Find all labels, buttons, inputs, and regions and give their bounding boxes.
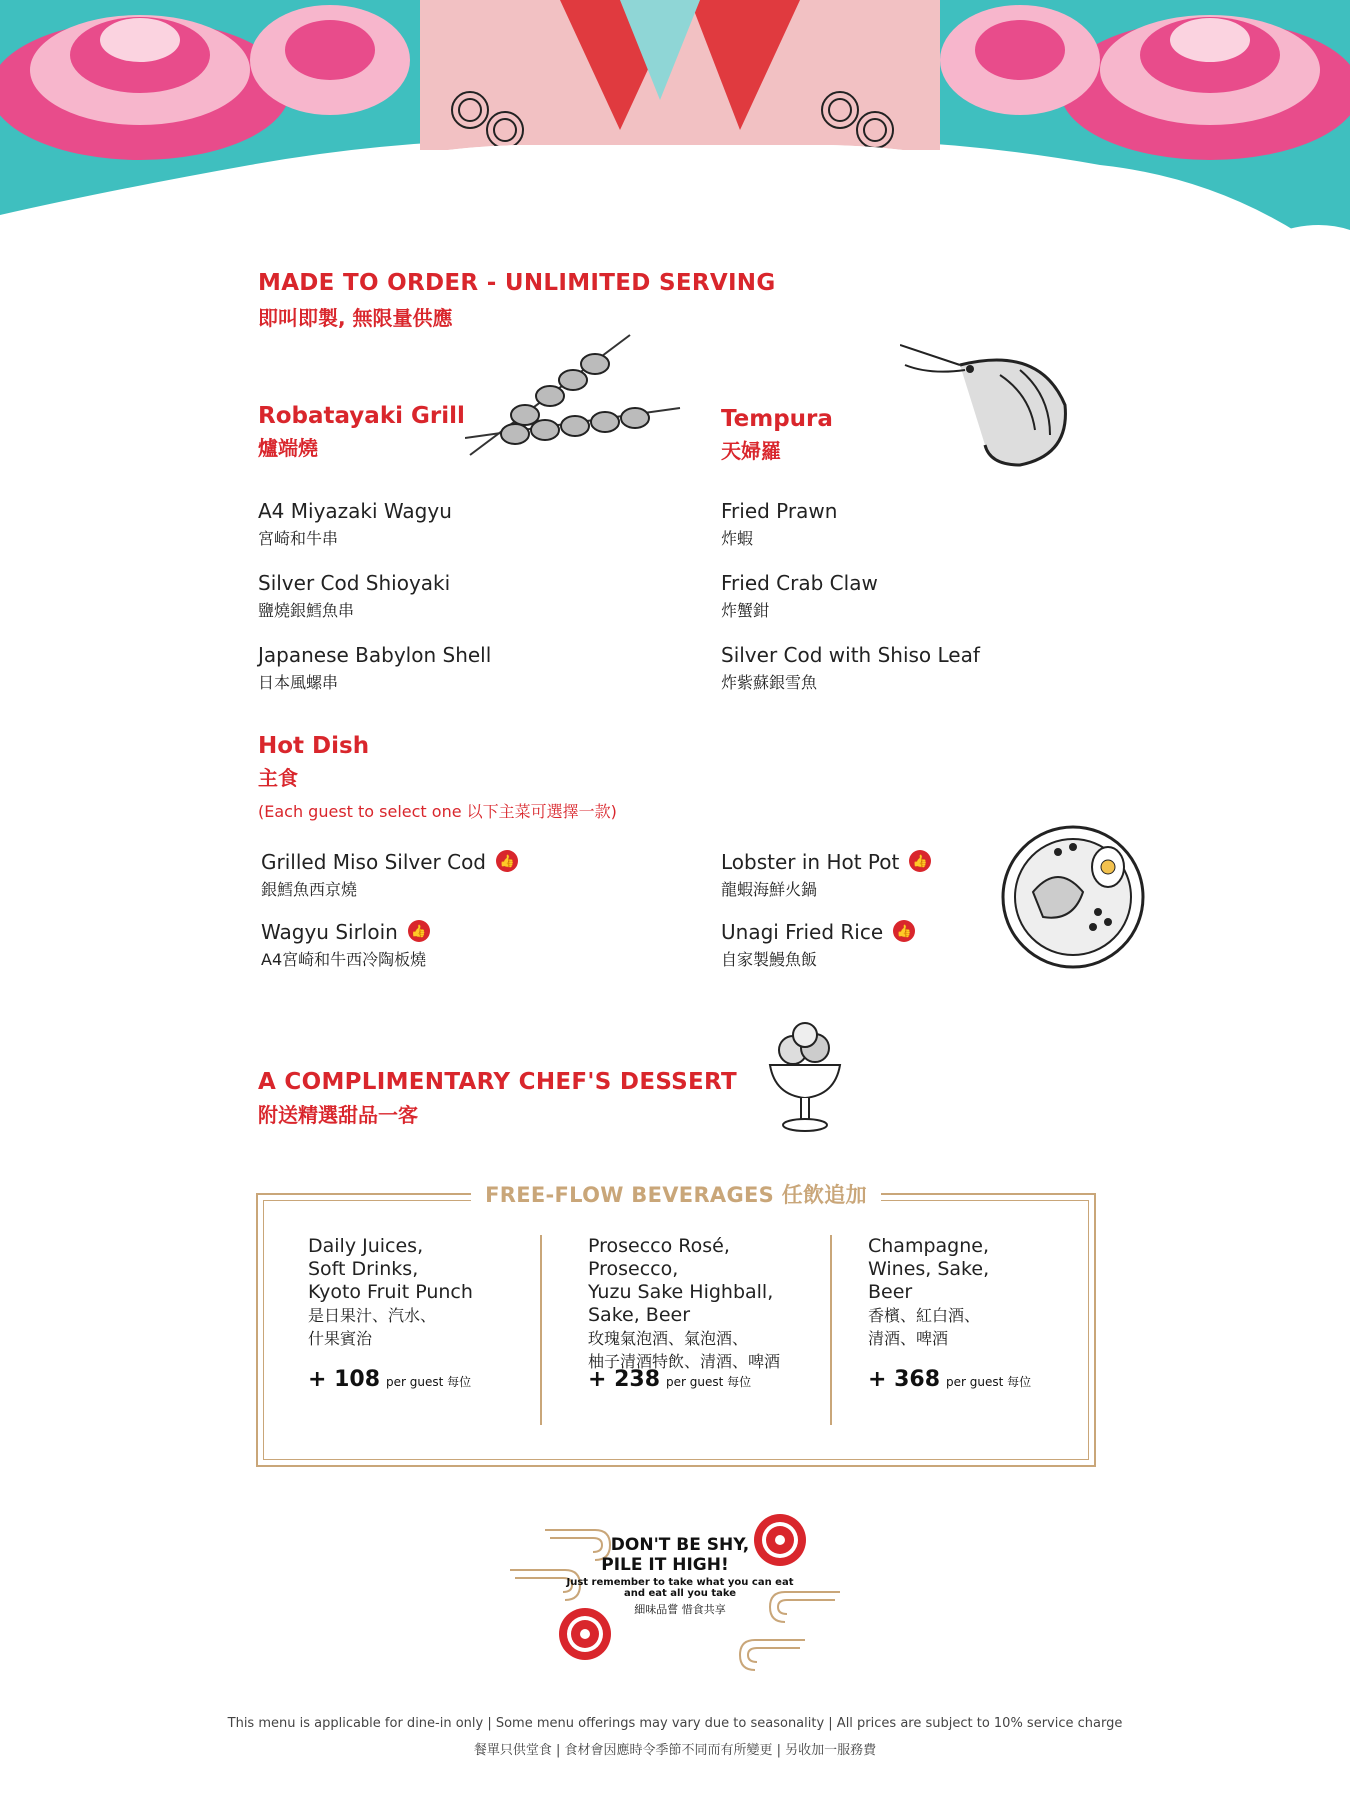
menu-item xyxy=(261,850,518,900)
footer-disclaimer-zh: 餐單只供堂食 | 食材會因應時令季節不同而有所變更 | 另收加一服務費 xyxy=(473,1743,877,1758)
item-name-zh: 日本風螺串 xyxy=(258,673,339,692)
divider xyxy=(540,1235,542,1425)
item-name: Fried Crab Claw xyxy=(721,571,878,595)
menu-item xyxy=(721,571,1121,621)
tempura-section xyxy=(721,406,1121,693)
item-name: Japanese Babylon Shell xyxy=(258,643,492,667)
item-name-zh: 炸紫蘇銀雪魚 xyxy=(721,673,818,692)
beverage-option: Prosecco Rosé, Prosecco, Yuzu Sake Highball, Sake, Beer 玫瑰氣泡酒、氣泡酒、 柚子清酒特飲、清酒、啤酒 xyxy=(588,1235,781,1371)
dessert-section xyxy=(258,1069,737,1128)
menu-item xyxy=(721,643,1121,693)
robatayaki-title: Robatayaki Grill xyxy=(258,403,465,429)
menu-item xyxy=(258,643,678,693)
beverages-box xyxy=(256,1183,1096,1467)
item-name: Silver Cod with Shiso Leaf xyxy=(721,643,980,667)
ice-cream-sundae-illustration xyxy=(765,1020,845,1140)
tempura-title: Tempura xyxy=(721,406,833,432)
menu-item xyxy=(721,920,915,970)
menu-item xyxy=(721,499,1121,549)
divider xyxy=(830,1235,832,1425)
hot-pot-illustration xyxy=(998,822,1148,972)
item-name: Unagi Fried Rice xyxy=(721,920,884,944)
item-name-zh: 自家製鰻魚飯 xyxy=(721,950,818,969)
tempura-title-zh: 天婦羅 xyxy=(721,439,781,463)
item-name: A4 Miyazaki Wagyu xyxy=(258,499,452,523)
beverage-option: Daily Juices, Soft Drinks, Kyoto Fruit Punch 是日果汁、汽水、 什果賓治 xyxy=(308,1235,473,1348)
beverage-option: Champagne, Wines, Sake, Beer 香檳、紅白酒、 清酒、啤酒 xyxy=(868,1235,990,1348)
menu-heading-zh: 即叫即製, 無限量供應 xyxy=(258,306,453,330)
menu-item xyxy=(258,571,678,621)
item-name: Silver Cod Shioyaki xyxy=(258,571,451,595)
floral-header-illustration xyxy=(0,0,1350,280)
robatayaki-section xyxy=(258,403,678,693)
badge-text: DON'T BE SHY, PILE IT HIGH! Just remember to take what you can eat and eat all you take 細味品嘗 惜食共享 xyxy=(566,1535,794,1616)
footer-disclaimer: This menu is applicable for dine-in only | Some menu offerings may vary due to seasonality | All prices are subject to 10% service charge xyxy=(227,1716,1123,1731)
thumbs-up-icon: 👍 xyxy=(893,920,915,942)
item-name: Wagyu Sirloin xyxy=(261,920,398,944)
beverages-title: FREE-FLOW BEVERAGES 任飲追加 xyxy=(471,1183,881,1207)
item-name-zh: A4宮崎和牛西冷陶板燒 xyxy=(261,950,427,969)
menu-item xyxy=(721,850,931,900)
item-name-zh: 鹽燒銀鱈魚串 xyxy=(258,601,355,620)
menu-item xyxy=(261,920,430,970)
item-name-zh: 炸蟹鉗 xyxy=(721,601,770,620)
dessert-title: A COMPLIMENTARY CHEF'S DESSERT xyxy=(258,1069,738,1095)
robatayaki-title-zh: 爐端燒 xyxy=(258,436,318,460)
item-name: Grilled Miso Silver Cod xyxy=(261,850,486,874)
hot-dish-note: (Each guest to select one 以下主菜可選擇一款) xyxy=(258,802,617,821)
thumbs-up-icon: 👍 xyxy=(408,920,430,942)
beverage-price: + 368 per guest 每位 xyxy=(868,1367,1032,1392)
hot-dish-header xyxy=(258,733,858,822)
thumbs-up-icon: 👍 xyxy=(909,850,931,872)
beverage-price: + 238 per guest 每位 xyxy=(588,1367,752,1392)
menu-item xyxy=(258,499,678,549)
item-name: Fried Prawn xyxy=(721,499,838,523)
thumbs-up-icon: 👍 xyxy=(496,850,518,872)
beverage-price: + 108 per guest 每位 xyxy=(308,1367,472,1392)
item-name: Lobster in Hot Pot xyxy=(721,850,900,874)
dessert-title-zh: 附送精選甜品一客 xyxy=(258,1103,418,1127)
item-name-zh: 炸蝦 xyxy=(721,529,754,548)
menu-heading: MADE TO ORDER - UNLIMITED SERVING xyxy=(258,270,776,296)
item-name-zh: 龍蝦海鮮火鍋 xyxy=(721,880,818,899)
item-name-zh: 銀鱈魚西京燒 xyxy=(261,880,358,899)
hot-dish-title: Hot Dish xyxy=(258,733,370,759)
hot-dish-title-zh: 主食 xyxy=(258,766,298,790)
item-name-zh: 宮崎和牛串 xyxy=(258,529,339,548)
